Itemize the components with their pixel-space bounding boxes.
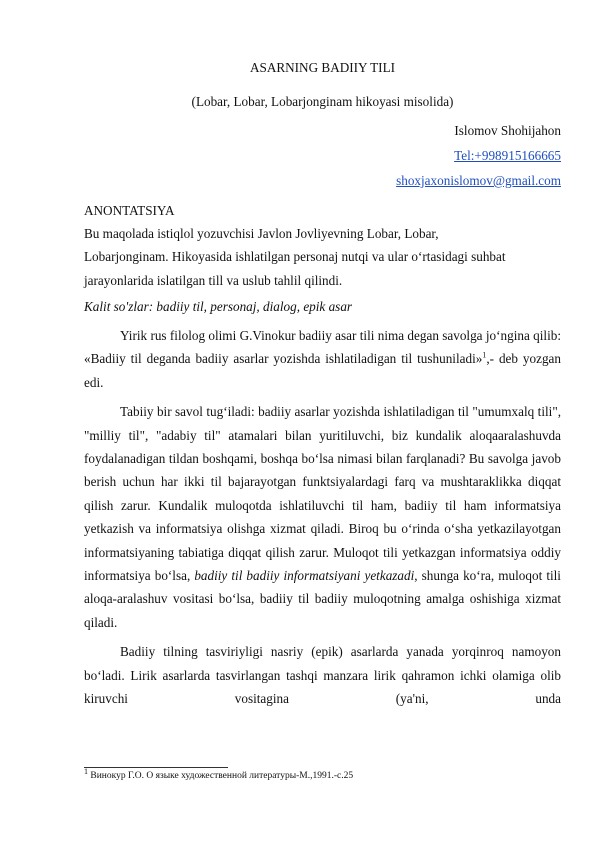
abstract-heading: ANONTATSIYA — [84, 203, 175, 218]
footnote — [84, 766, 354, 782]
footnote-divider — [84, 767, 228, 768]
footnote-ref[interactable]: 1 — [482, 351, 487, 361]
footnote-marker: 1 — [84, 766, 88, 776]
paragraph: Tabiiy bir savol tug‘iladi: badiiy asarlar yozishda ishlatiladigan til "umumxalq tili", "milliy til", "adabiy til" atamalari bilan yuritiluvchi, biz kundalik aloqaaralashuvda foydalanadigan tildan boshqami, boshqa bo‘lsa nimasi bilan farqlanadi? Bu savolga javob berish uchun har ikki til bajarayotgan funktsiyalardagi farq va mushtaraklikka diqqat qilish zarur. Kundalik muloqotda ishlatiluvchi til ham, badiiy til ham informatsiya yetkazish va informatsiya olishga xizmat qiladi. Biroq bu o‘rinda o‘sha yetkazilayotgan informatsiyaning tabiatiga diqqat qilish zarur. Muloqot tili yetkazgan informatsiya oddiy informatsiya bo‘lsa, badiiy til badiiy informatsiyani yetkazadi, shunga ko‘ra, muloqot tili aloqa-aralashuv vositasi bo‘lsa, badiiy til badiiy muloqotning amalga oshishiga xizmat qiladi. — [84, 404, 561, 630]
abstract-text — [84, 222, 548, 292]
keywords: Kalit so'zlar: badiiy til, personaj, dialog, epik asar — [84, 299, 353, 314]
paper-title: ASARNING BADIIY TILI — [249, 60, 396, 75]
author-block — [84, 118, 561, 193]
author-name: Islomov Shohijahon — [454, 123, 561, 138]
abstract-line: jarayonlarida islatilgan till va uslub tahlil qilindi. — [84, 272, 343, 288]
abstract-line: Bu maqolada istiqlol yozuvchisi Javlon Jovliyevning Lobar, Lobar, — [84, 226, 439, 241]
author-phone-link[interactable]: Tel:+998915166665 — [454, 148, 561, 163]
footnote-text: Винокур Г.О. О языке художественной литературы-М.,1991.-с.25 — [88, 771, 354, 781]
emphasis: badiiy til badiiy informatsiyani yetkazadi — [194, 568, 415, 584]
author-email-link[interactable]: shoxjaxonislomov@gmail.com — [396, 173, 561, 188]
abstract-line: Lobarjonginam. Hikoyasida ishlatilgan personaj nutqi va ular o‘rtasidagi suhbat — [84, 249, 506, 265]
paragraph: Yirik rus filolog olimi G.Vinokur badiiy asar tili nima degan savolga jo‘ngina qilib: «Badiiy til deganda badiiy asarlar yozishda ishlatiladigan til tushuniladi»$^1$,- deb yozgan edi. — [84, 328, 561, 390]
paper-subtitle: (Lobar, Lobar, Lobarjonginam hikoyasi misolida) — [191, 94, 454, 109]
paragraph: Badiiy tilning tasviriyligi nasriy (epik) asarlarda yanada yorqinroq namoyon bo‘ladi. Lirik asarlarda tasvirlangan tashqi manzara lirik qahramon ichki olamiga olib kiruvchi vositagina (ya'ni, unda — [84, 644, 561, 707]
body-text — [84, 324, 561, 711]
